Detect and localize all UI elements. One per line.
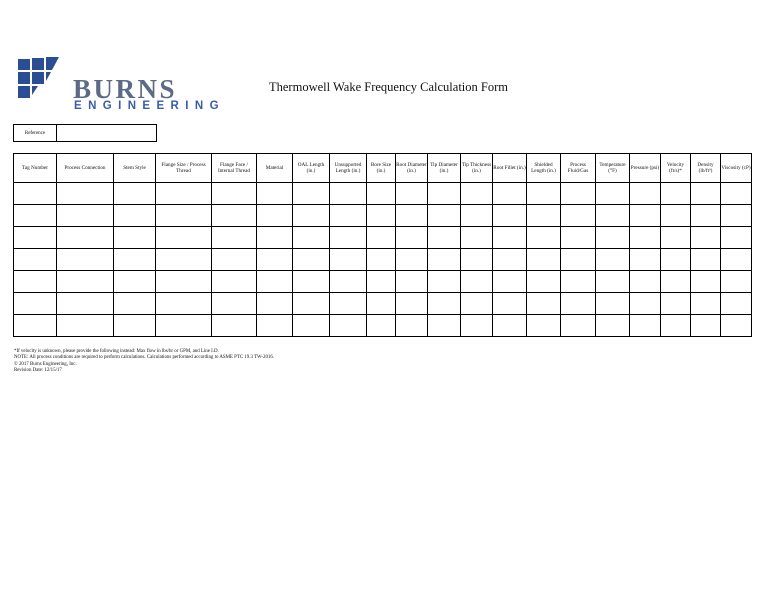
table-cell-input[interactable] [428, 183, 461, 205]
table-cell-input[interactable] [493, 315, 527, 337]
table-cell-input[interactable] [527, 271, 561, 293]
table-cell-input[interactable] [212, 205, 257, 227]
table-cell-input[interactable] [461, 315, 493, 337]
table-row [14, 205, 752, 227]
column-header: Viscosity (cP) [721, 154, 752, 183]
column-header: Root Fillet (in.) [493, 154, 527, 183]
table-cell-input[interactable] [57, 249, 114, 271]
table-cell-input[interactable] [330, 227, 367, 249]
table-cell-input[interactable] [661, 315, 691, 337]
table-cell-input[interactable] [561, 293, 596, 315]
table-cell-input[interactable] [721, 315, 752, 337]
column-header: Root Diameter (in.) [396, 154, 428, 183]
table-cell-input[interactable] [212, 249, 257, 271]
table-cell-input[interactable] [596, 293, 630, 315]
table-cell-input[interactable] [114, 183, 156, 205]
table-cell-input[interactable] [721, 293, 752, 315]
table-cell-input[interactable] [114, 249, 156, 271]
column-header: Shielded Length (in.) [527, 154, 561, 183]
table-cell-input[interactable] [561, 315, 596, 337]
table-cell-input[interactable] [156, 271, 212, 293]
table-cell-input[interactable] [396, 249, 428, 271]
table-cell-input[interactable] [156, 227, 212, 249]
burns-logo-mark-icon [18, 57, 62, 99]
table-cell-input[interactable] [156, 205, 212, 227]
table-cell-input[interactable] [461, 227, 493, 249]
table-cell-input[interactable] [114, 293, 156, 315]
form-title: Thermowell Wake Frequency Calculation Form [269, 80, 508, 94]
table-cell-input[interactable] [721, 205, 752, 227]
column-header: Density (lb/ft³) [691, 154, 721, 183]
table-cell-input[interactable] [630, 293, 661, 315]
table-cell-input[interactable] [493, 271, 527, 293]
table-cell-input[interactable] [257, 271, 293, 293]
table-cell-input[interactable] [14, 271, 57, 293]
table-cell-input[interactable] [330, 315, 367, 337]
table-cell-input[interactable] [114, 227, 156, 249]
table-cell-input[interactable] [691, 293, 721, 315]
table-cell-input[interactable] [14, 315, 57, 337]
table-cell-input[interactable] [257, 293, 293, 315]
table-cell-input[interactable] [493, 227, 527, 249]
table-cell-input[interactable] [721, 271, 752, 293]
table-cell-input[interactable] [396, 227, 428, 249]
table-cell-input[interactable] [212, 293, 257, 315]
table-cell-input[interactable] [367, 227, 396, 249]
table-cell-input[interactable] [330, 205, 367, 227]
column-header: Tip Diameter (in.) [428, 154, 461, 183]
footnotes [14, 349, 274, 374]
table-cell-input[interactable] [493, 183, 527, 205]
table-cell-input[interactable] [114, 205, 156, 227]
column-header: Process Fluid/Gas [561, 154, 596, 183]
table-cell-input[interactable] [721, 227, 752, 249]
table-cell-input[interactable] [527, 183, 561, 205]
reference-table [13, 124, 157, 142]
table-cell-input[interactable] [57, 205, 114, 227]
table-cell-input[interactable] [461, 183, 493, 205]
table-cell-input[interactable] [396, 293, 428, 315]
column-header: Bore Size (in.) [367, 154, 396, 183]
note-copyright: © 2017 Burns Engineering, Inc. [14, 361, 77, 367]
table-cell-input[interactable] [630, 249, 661, 271]
brand-subname: ENGINEERING [74, 100, 225, 112]
table-cell-input[interactable] [257, 315, 293, 337]
table-cell-input[interactable] [691, 315, 721, 337]
table-cell-input[interactable] [661, 227, 691, 249]
table-cell-input[interactable] [461, 205, 493, 227]
column-header: Velocity (ft/s)* [661, 154, 691, 183]
table-cell-input[interactable] [493, 205, 527, 227]
table-row [14, 315, 752, 337]
table-cell-input[interactable] [212, 271, 257, 293]
table-row [14, 183, 752, 205]
table-cell-input[interactable] [14, 183, 57, 205]
table-cell-input[interactable] [367, 183, 396, 205]
column-header: Tip Thickness (in.) [461, 154, 493, 183]
column-header: Flange Face / Internal Thread [212, 154, 257, 183]
table-cell-input[interactable] [57, 227, 114, 249]
table-cell-input[interactable] [293, 227, 330, 249]
table-cell-input[interactable] [212, 183, 257, 205]
note-revision-date: Revision Date: 12/15/17 [14, 367, 62, 373]
table-cell-input[interactable] [721, 183, 752, 205]
table-cell-input[interactable] [561, 205, 596, 227]
table-cell-input[interactable] [527, 293, 561, 315]
table-row [14, 249, 752, 271]
table-cell-input[interactable] [661, 271, 691, 293]
table-cell-input[interactable] [367, 249, 396, 271]
table-cell-input[interactable] [257, 227, 293, 249]
table-cell-input[interactable] [691, 183, 721, 205]
table-cell-input[interactable] [561, 183, 596, 205]
reference-label: Reference [14, 125, 57, 142]
table-cell-input[interactable] [57, 271, 114, 293]
table-row [14, 227, 752, 249]
column-header: Stem Style [114, 154, 156, 183]
column-header: Process Connection [57, 154, 114, 183]
table-cell-input[interactable] [14, 249, 57, 271]
table-cell-input[interactable] [57, 293, 114, 315]
table-cell-input[interactable] [428, 227, 461, 249]
table-cell-input[interactable] [596, 227, 630, 249]
table-cell-input[interactable] [293, 293, 330, 315]
table-cell-input[interactable] [561, 271, 596, 293]
table-cell-input[interactable] [257, 183, 293, 205]
thermowell-data-table [13, 153, 752, 337]
note-process-conditions: NOTE: All process conditions are required to perform calculations. Calculations performed according to ASME PTC 19.3 TW-2016. [14, 355, 275, 361]
table-body [14, 183, 752, 337]
table-cell-input[interactable] [330, 249, 367, 271]
table-cell-input[interactable] [661, 293, 691, 315]
table-cell-input[interactable] [156, 315, 212, 337]
table-cell-input[interactable] [156, 249, 212, 271]
table-cell-input[interactable] [14, 205, 57, 227]
table-cell-input[interactable] [661, 249, 691, 271]
table-cell-input[interactable] [561, 249, 596, 271]
table-cell-input[interactable] [257, 205, 293, 227]
table-cell-input[interactable] [396, 271, 428, 293]
table-cell-input[interactable] [527, 315, 561, 337]
table-cell-input[interactable] [367, 293, 396, 315]
table-cell-input[interactable] [396, 315, 428, 337]
table-cell-input[interactable] [461, 249, 493, 271]
table-cell-input[interactable] [428, 315, 461, 337]
table-row [14, 293, 752, 315]
table-cell-input[interactable] [367, 271, 396, 293]
table-cell-input[interactable] [257, 249, 293, 271]
table-cell-input[interactable] [396, 205, 428, 227]
table-header-row [14, 154, 752, 183]
table-cell-input[interactable] [596, 315, 630, 337]
table-cell-input[interactable] [428, 249, 461, 271]
table-cell-input[interactable] [721, 249, 752, 271]
column-header: Tag Number [14, 154, 57, 183]
table-cell-input[interactable] [330, 271, 367, 293]
note-velocity: *If velocity is unknown, please provide the following instead: Max flow in lbs/hr or GPM, and Line I.D. [14, 349, 219, 354]
table-cell-input[interactable] [367, 205, 396, 227]
table-cell-input[interactable] [691, 205, 721, 227]
table-cell-input[interactable] [527, 205, 561, 227]
column-header: Flange Size / Process Thread [156, 154, 212, 183]
table-cell-input[interactable] [114, 271, 156, 293]
reference-input[interactable] [57, 125, 157, 142]
table-row [14, 271, 752, 293]
table-cell-input[interactable] [527, 249, 561, 271]
table-cell-input[interactable] [156, 183, 212, 205]
table-cell-input[interactable] [330, 293, 367, 315]
table-cell-input[interactable] [293, 183, 330, 205]
table-cell-input[interactable] [596, 205, 630, 227]
table-cell-input[interactable] [57, 315, 114, 337]
table-cell-input[interactable] [596, 183, 630, 205]
table-cell-input[interactable] [461, 293, 493, 315]
table-cell-input[interactable] [630, 205, 661, 227]
table-cell-input[interactable] [293, 271, 330, 293]
column-header: Unsupported Length (in.) [330, 154, 367, 183]
table-cell-input[interactable] [293, 249, 330, 271]
table-cell-input[interactable] [493, 293, 527, 315]
table-cell-input[interactable] [57, 183, 114, 205]
table-cell-input[interactable] [691, 249, 721, 271]
table-cell-input[interactable] [330, 183, 367, 205]
table-cell-input[interactable] [428, 293, 461, 315]
table-cell-input[interactable] [293, 205, 330, 227]
table-cell-input[interactable] [396, 183, 428, 205]
table-cell-input[interactable] [428, 271, 461, 293]
column-header: Material [257, 154, 293, 183]
table-cell-input[interactable] [293, 315, 330, 337]
table-cell-input[interactable] [691, 227, 721, 249]
brand-name: BURNS [73, 74, 178, 104]
table-cell-input[interactable] [630, 183, 661, 205]
table-cell-input[interactable] [527, 227, 561, 249]
table-cell-input[interactable] [212, 227, 257, 249]
table-cell-input[interactable] [596, 271, 630, 293]
table-cell-input[interactable] [156, 293, 212, 315]
column-header: Temperature (°F) [596, 154, 630, 183]
table-cell-input[interactable] [461, 271, 493, 293]
table-cell-input[interactable] [14, 293, 57, 315]
table-cell-input[interactable] [493, 249, 527, 271]
table-cell-input[interactable] [661, 205, 691, 227]
table-cell-input[interactable] [561, 227, 596, 249]
table-cell-input[interactable] [14, 227, 57, 249]
table-cell-input[interactable] [630, 271, 661, 293]
table-cell-input[interactable] [428, 205, 461, 227]
column-header: OAL Length (in.) [293, 154, 330, 183]
logo-grid-icon [18, 57, 62, 99]
table-cell-input[interactable] [596, 249, 630, 271]
table-cell-input[interactable] [691, 271, 721, 293]
table-cell-input[interactable] [630, 315, 661, 337]
table-cell-input[interactable] [367, 315, 396, 337]
table-cell-input[interactable] [212, 315, 257, 337]
table-cell-input[interactable] [661, 183, 691, 205]
table-cell-input[interactable] [630, 227, 661, 249]
table-cell-input[interactable] [114, 315, 156, 337]
column-header: Pressure (psi) [630, 154, 661, 183]
